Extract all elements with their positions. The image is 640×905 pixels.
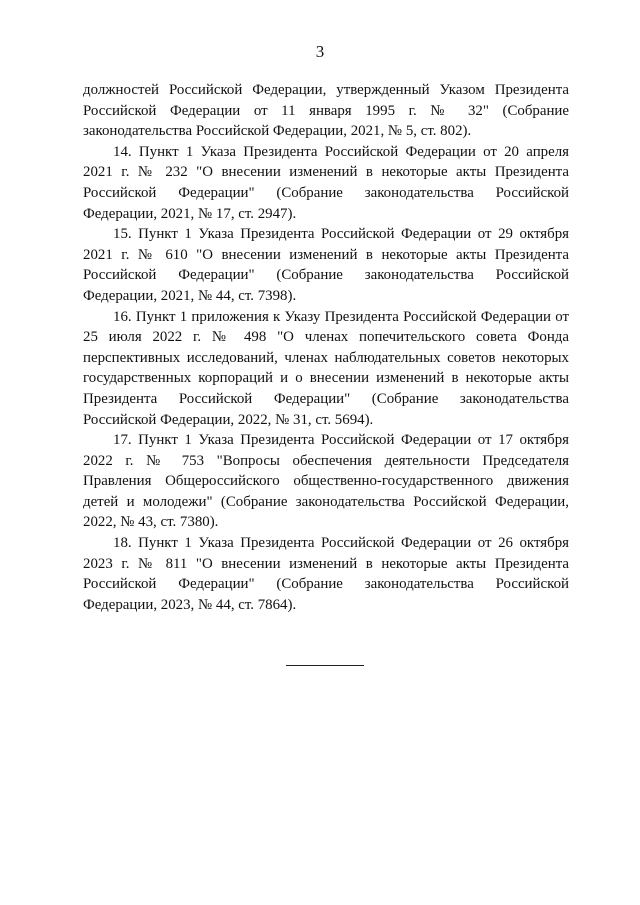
paragraph-item-17: 17. Пункт 1 Указа Президента Российской Федерации от 17 октября 2022 г. № 753 "Вопросы обеспечения деятельности Председателя Правления Общероссийского общественно-государственного движения детей и молодежи" (Собрание законодательства Российской Федерации, 2022, № 43, ст. 7380).: [83, 432, 569, 531]
paragraph-item-14: 14. Пункт 1 Указа Президента Российской Федерации от 20 апреля 2021 г. № 232 "О внесении изменений в некоторые акты Президента Российской Федерации" (Собрание законодательства Российской Федерации, 2021, № 17, ст. 2947).: [83, 143, 569, 222]
paragraph-item-18: 18. Пункт 1 Указа Президента Российской Федерации от 26 октября 2023 г. № 811 "О внесении изменений в некоторые акты Президента Российской Федерации" (Собрание законодательства Российской Федерации, 2023, № 44, ст. 7864).: [83, 535, 569, 613]
paragraph-continuation: должностей Российской Федерации, утвержденный Указом Президента Российской Федерации от 11 января 1995 г. № 32" (Собрание законодательства Российской Федерации, 2021, № 5, ст. 802).: [83, 82, 569, 140]
document-body: [83, 80, 569, 615]
paragraph-item-15: 15. Пункт 1 Указа Президента Российской Федерации от 29 октября 2021 г. № 610 "О внесении изменений в некоторые акты Президента Российской Федерации" (Собрание законодательства Российской Федерации, 2021, № 44, ст. 7398).: [83, 226, 569, 304]
paragraph-item-16: 16. Пункт 1 приложения к Указу Президента Российской Федерации от 25 июля 2022 г. № 498 "О членах попечительского совета Фонда перспективных исследований, членах наблюдательных советов некоторых государственных корпораций и о внесении изменений в некоторые акты Президента Российской Федерации" (Собрание законодательства Российской Федерации, 2022, № 31, ст. 5694).: [83, 308, 569, 428]
end-separator-line: [286, 665, 364, 666]
page-number: 3: [315, 42, 325, 61]
